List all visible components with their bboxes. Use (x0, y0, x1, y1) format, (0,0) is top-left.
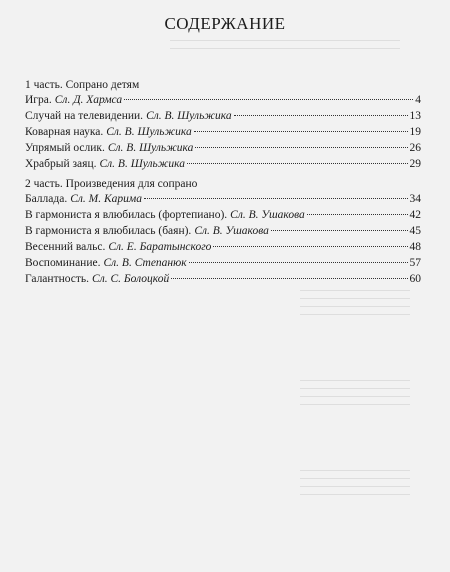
entry-author: Сл. В. Шульжика (99, 158, 186, 170)
entry-page: 19 (409, 126, 421, 138)
entry-title: Случай на телевидении. (25, 110, 144, 122)
section-heading-part-2: 2 часть. Произведения для сопрано (25, 178, 198, 190)
dot-leader (213, 246, 407, 247)
entry-page: 45 (409, 225, 421, 237)
toc-entry[interactable] (25, 110, 421, 126)
entry-page: 29 (409, 158, 421, 170)
entry-title: Весенний вальс. (25, 241, 106, 253)
entry-title: В гармониста я влюбилась (баян). (25, 225, 192, 237)
entry-author: Сл. Е. Баратынского (108, 241, 212, 253)
entry-author: Сл. В. Ушакова (230, 209, 305, 221)
entry-title: Воспоминание. (25, 257, 101, 269)
entry-title: В гармониста я влюбилась (фортепиано). (25, 209, 228, 221)
dot-leader (271, 230, 408, 231)
entry-title: Храбрый заяц. (25, 158, 97, 170)
entry-author: Сл. Д. Хармса (54, 94, 123, 106)
page-title: СОДЕРЖАНИЕ (164, 14, 286, 33)
entry-title: Игра. (25, 94, 52, 106)
entry-title: Баллада. (25, 193, 68, 205)
entry-author: Сл. М. Карима (70, 193, 142, 205)
dot-leader (124, 99, 413, 100)
entry-author: Сл. В. Шульжика (146, 110, 232, 122)
dot-leader (189, 262, 408, 263)
entry-author: Сл. В. Ушакова (194, 225, 269, 237)
toc-entry[interactable] (25, 241, 421, 257)
toc-entry[interactable] (25, 273, 421, 289)
entry-author: Сл. В. Шульжика (106, 126, 192, 138)
toc-entry[interactable] (25, 158, 421, 174)
dot-leader (194, 131, 408, 132)
dot-leader (195, 147, 407, 148)
entry-author: Сл. С. Болоцкой (92, 273, 170, 285)
entry-page: 4 (415, 94, 421, 106)
entry-author: Сл. В. Степанюк (103, 257, 187, 269)
dot-leader (307, 214, 408, 215)
toc-entry[interactable] (25, 126, 421, 142)
entry-title: Коварная наука. (25, 126, 104, 138)
dot-leader (171, 278, 407, 279)
toc-entry[interactable] (25, 225, 421, 241)
section-heading-part-1: 1 часть. Сопрано детям (25, 79, 140, 91)
toc-entry[interactable] (25, 257, 421, 273)
dot-leader (187, 163, 407, 164)
entry-title: Упрямый ослик. (25, 142, 105, 154)
entry-page: 60 (409, 273, 421, 285)
dot-leader (144, 198, 408, 199)
entry-page: 48 (409, 241, 421, 253)
entry-page: 13 (409, 110, 421, 122)
toc-entry[interactable] (25, 193, 421, 209)
entry-page: 34 (409, 193, 421, 205)
entry-page: 42 (409, 209, 421, 221)
toc-entry[interactable] (25, 142, 421, 158)
toc-entry[interactable] (25, 94, 421, 110)
entry-author: Сл. В. Шульжика (107, 142, 194, 154)
toc-list-part-1 (25, 94, 421, 174)
entry-page: 26 (409, 142, 421, 154)
toc-list-part-2 (25, 193, 421, 289)
toc-entry[interactable] (25, 209, 421, 225)
dot-leader (234, 115, 408, 116)
entry-title: Галантность. (25, 273, 90, 285)
entry-page: 57 (409, 257, 421, 269)
